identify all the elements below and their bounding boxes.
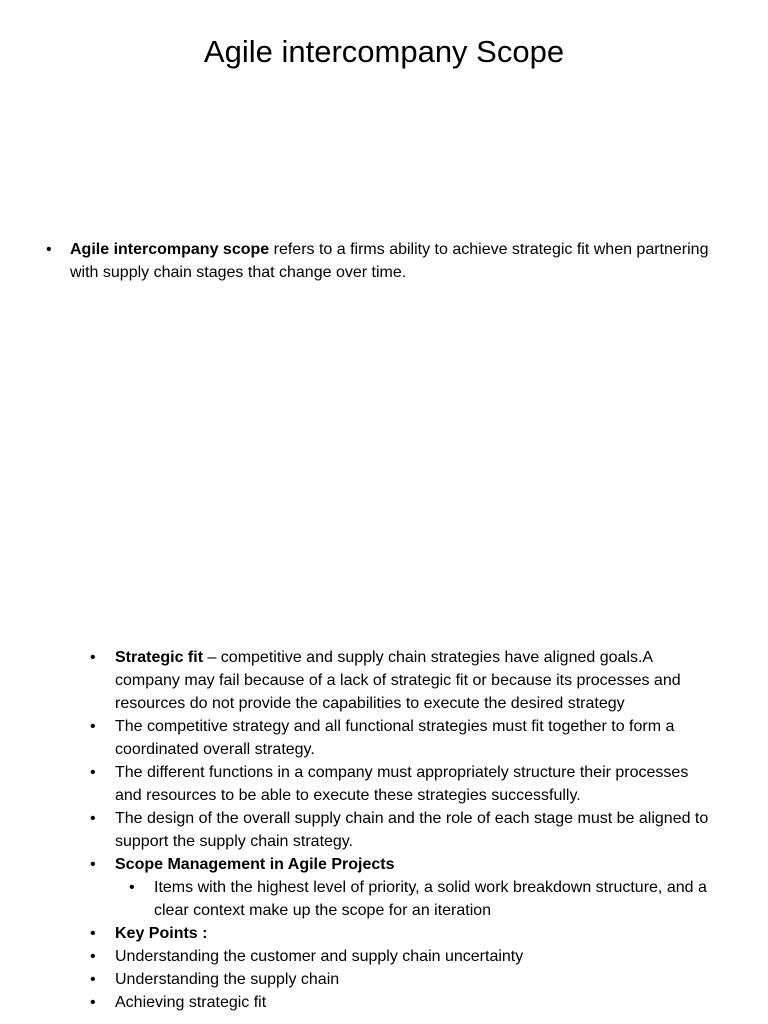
strategic-fit-text: – competitive and supply chain strategies have aligned goals.A company may fail because of a lack of strategic fit or because its processes and resources do not provide the capabilities to execute the desired strategy bbox=[115, 649, 681, 712]
bullet-icon: • bbox=[90, 856, 96, 873]
list-item-text: Achieving strategic fit bbox=[115, 994, 267, 1011]
scope-management-heading: Scope Management in Agile Projects bbox=[115, 856, 395, 873]
list-item bbox=[90, 761, 710, 807]
bullet-icon: • bbox=[90, 764, 96, 781]
list-item-text: Items with the highest level of priority, a solid work breakdown structure, and a clear context make up the scope for an iteration bbox=[154, 879, 707, 919]
bullet-icon: • bbox=[90, 971, 96, 988]
list-item bbox=[90, 968, 710, 991]
list-item bbox=[90, 945, 710, 968]
list-item-text: Understanding the customer and supply chain uncertainty bbox=[115, 948, 524, 965]
intro-bullet-list bbox=[46, 238, 726, 284]
bullet-icon: • bbox=[90, 649, 96, 666]
list-item-text: The competitive strategy and all functional strategies must fit together to form a coordinated overall strategy. bbox=[115, 718, 675, 758]
list-item bbox=[90, 991, 710, 1014]
intro-term: Agile intercompany scope bbox=[70, 241, 270, 258]
bullet-icon: • bbox=[46, 241, 52, 258]
bullet-icon: • bbox=[90, 718, 96, 735]
intro-text: refers to a firms ability to achieve strategic fit when partnering with supply chain stages that change over time. bbox=[70, 241, 709, 281]
slide-title: Agile intercompany Scope bbox=[203, 34, 565, 69]
list-item bbox=[90, 715, 710, 761]
list-item-text: The different functions in a company must appropriately structure their processes and resources to be able to execute these strategies successfully. bbox=[115, 764, 689, 804]
key-points-heading: Key Points : bbox=[115, 925, 208, 942]
bullet-icon: • bbox=[129, 879, 135, 896]
list-item-text: The design of the overall supply chain and the role of each stage must be aligned to support the supply chain strategy. bbox=[115, 810, 709, 850]
list-item bbox=[90, 853, 710, 876]
bullet-icon: • bbox=[90, 994, 96, 1011]
list-item-text: Understanding the supply chain bbox=[115, 971, 340, 988]
list-item bbox=[90, 807, 710, 853]
bullet-icon: • bbox=[90, 810, 96, 827]
strategic-fit-term: Strategic fit bbox=[115, 649, 204, 666]
list-item bbox=[90, 876, 710, 922]
bullet-icon: • bbox=[90, 925, 96, 942]
list-item bbox=[46, 238, 726, 284]
list-item bbox=[90, 922, 710, 945]
list-item bbox=[90, 646, 710, 715]
detail-bullet-list bbox=[90, 646, 710, 1014]
bullet-icon: • bbox=[90, 948, 96, 965]
